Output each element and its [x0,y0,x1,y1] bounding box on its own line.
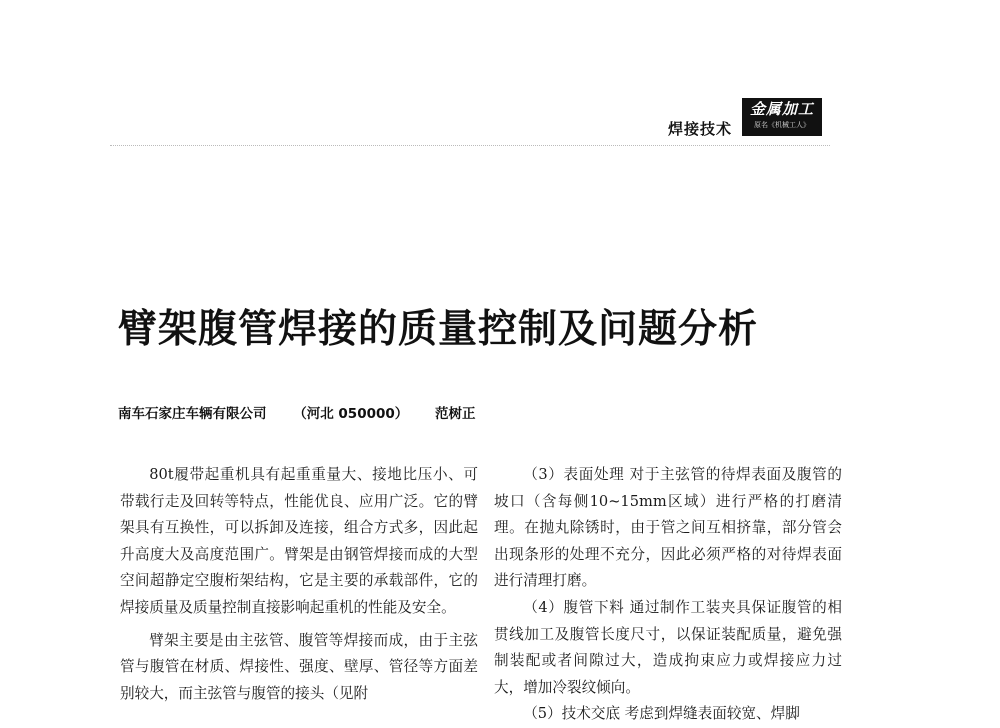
logo-main-text: 金属加工 [749,100,814,118]
journal-logo [742,98,822,136]
body-column-left [120,462,478,707]
paragraph: （3）表面处理 对于主弦管的待焊表面及腹管的坡口（含每侧10~15mm区域）进行严格的打磨清理。在抛丸除锈时，由于管之间互相挤靠，部分管会出现条形的处理不充分，因此必须严格的对待焊表面进行清理打磨。 [494,466,842,590]
section-label: 焊接技术 [668,120,733,138]
paragraph: 臂架主要是由主弦管、腹管等焊接而成，由于主弦管与腹管在材质、焊接性、强度、壁厚、管径等方面差别较大，而主弦管与腹管的接头（见附 [120,631,478,702]
paragraph: （4）腹管下料 通过制作工装夹具保证腹管的相贯线加工及腹管长度尺寸，以保证装配质量，避免强制装配或者间隙过大，造成拘束应力或焊接应力过大，增加冷裂纹倾向。 [494,598,842,696]
author-affiliation: 南车石家庄车辆有限公司 [118,406,267,422]
article-title: 臂架腹管焊接的质量控制及问题分析 [118,306,759,352]
paragraph: 80t履带起重机具有起重重量大、接地比压小、可带载行走及回转等特点，性能优良、应用广泛。它的臂架具有互换性，可以拆卸及连接，组合方式多，因此起升高度大及高度范围广。臂架是由钢管焊接而成的大型空间超静定空腹桁架结构，它是主要的承载部件，它的焊接质量及质量控制直接影响起重机的性能及安全。 [120,466,478,616]
byline [118,402,497,422]
logo-sub-text: 原名《机械工人》 [754,121,810,129]
author-name: 范树正 [434,406,476,422]
author-location: （河北 050000） [293,406,409,422]
paragraph: （5）技术交底 考虑到焊缝表面较宽、焊脚 [523,705,800,723]
body-column-right [494,462,842,728]
header-rule [110,145,830,146]
